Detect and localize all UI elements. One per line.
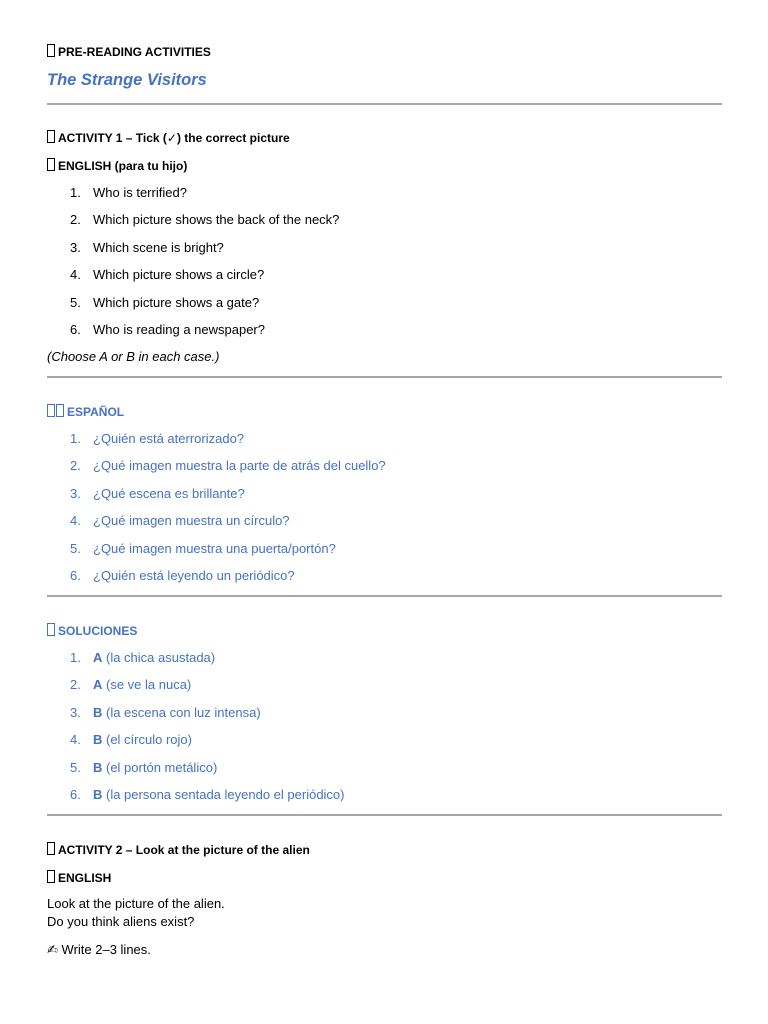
question-text: ¿Qué imagen muestra una puerta/portón? <box>93 540 336 556</box>
question-text: Who is reading a newspaper? <box>93 321 265 337</box>
activity2-heading-text: ACTIVITY 2 – Look at the picture of the alien <box>58 843 310 857</box>
alien-icon <box>47 842 55 855</box>
activity2-english-heading <box>47 870 111 886</box>
activity1-heading <box>47 130 290 146</box>
answer-text <box>93 760 217 776</box>
question-text: ¿Quién está aterrorizado? <box>93 431 245 446</box>
answer-description: (se ve la nuca) <box>102 677 192 693</box>
divider <box>47 814 722 816</box>
answer-description: (la persona sentada leyendo el periódico) <box>102 786 345 802</box>
answer-description: (el portón metálico) <box>102 759 218 775</box>
alien-prompt-line1: Look at the picture of the alien. <box>47 896 225 911</box>
question-text: Which picture shows a gate? <box>93 294 260 310</box>
spain-flag-icon <box>47 404 55 417</box>
answer-text <box>93 732 192 748</box>
check-icon <box>47 623 55 636</box>
answer-text <box>93 677 191 693</box>
espanol-heading <box>47 404 124 420</box>
item-number: 2. <box>70 458 81 474</box>
uk-flag-icon <box>47 158 55 171</box>
soluciones-heading <box>47 623 137 639</box>
activity1-heading-text: ACTIVITY 1 – Tick (✓) the correct picture <box>58 131 290 145</box>
question-text: Which picture shows the back of the neck? <box>93 212 340 228</box>
item-number: 3. <box>70 704 81 720</box>
question-text: ¿Quién está leyendo un periódico? <box>93 567 295 583</box>
divider <box>47 376 722 378</box>
answer-description: (la chica asustada) <box>102 650 216 665</box>
uk-flag-icon <box>47 870 55 883</box>
activity2-heading <box>47 842 310 858</box>
answer-letter: B <box>93 786 103 802</box>
answer-letter: A <box>93 650 103 665</box>
item-number: 4. <box>70 732 81 748</box>
book-icon <box>47 44 55 57</box>
item-number: 6. <box>70 786 81 802</box>
soluciones-heading-text: SOLUCIONES <box>58 624 138 638</box>
question-text: Which scene is bright? <box>93 239 224 255</box>
activity2-english-heading-text: ENGLISH <box>58 871 112 885</box>
pre-reading-heading-text: PRE-READING ACTIVITIES <box>58 45 211 59</box>
pencil-icon <box>47 130 55 143</box>
writing-hand-icon: ✍ <box>47 942 58 957</box>
spain-flag-icon <box>56 404 64 417</box>
choose-note: (Choose A or B in each case.) <box>47 349 220 364</box>
answer-letter: B <box>93 759 103 775</box>
answer-letter: B <box>93 732 103 748</box>
answer-text <box>93 650 215 666</box>
item-number: 5. <box>70 540 81 556</box>
item-number: 6. <box>70 567 81 583</box>
pre-reading-heading <box>47 44 211 60</box>
question-text: Who is terrified? <box>93 185 187 200</box>
write-instruction-text: Write 2–3 lines. <box>61 942 151 957</box>
divider <box>47 595 722 597</box>
question-text: ¿Qué escena es brillante? <box>93 485 245 501</box>
item-number: 2. <box>70 677 81 693</box>
answer-description: (el círculo rojo) <box>102 732 192 748</box>
item-number: 1. <box>70 650 81 665</box>
item-number: 5. <box>70 294 81 310</box>
alien-prompt-line2: Do you think aliens exist? <box>47 914 195 929</box>
item-number: 1. <box>70 431 81 446</box>
item-number: 5. <box>70 759 81 775</box>
item-number: 4. <box>70 267 81 283</box>
answer-letter: A <box>93 677 103 693</box>
write-instruction <box>47 941 151 959</box>
english-heading-text: ENGLISH (para tu hijo) <box>58 159 188 173</box>
question-text: ¿Qué imagen muestra la parte de atrás del cuello? <box>93 458 386 474</box>
item-number: 4. <box>70 513 81 529</box>
question-text: Which picture shows a circle? <box>93 267 265 283</box>
answer-description: (la escena con luz intensa) <box>102 704 261 720</box>
item-number: 3. <box>70 239 81 255</box>
item-number: 3. <box>70 485 81 501</box>
item-number: 2. <box>70 212 81 228</box>
answer-text <box>93 705 261 721</box>
question-text: ¿Qué imagen muestra un círculo? <box>93 513 290 529</box>
espanol-heading-text: ESPAÑOL <box>67 405 125 419</box>
item-number: 1. <box>70 185 81 200</box>
item-number: 6. <box>70 321 81 337</box>
story-title: The Strange Visitors <box>47 71 207 89</box>
english-heading <box>47 158 187 174</box>
answer-text <box>93 787 345 803</box>
divider <box>47 103 722 105</box>
answer-letter: B <box>93 704 103 720</box>
